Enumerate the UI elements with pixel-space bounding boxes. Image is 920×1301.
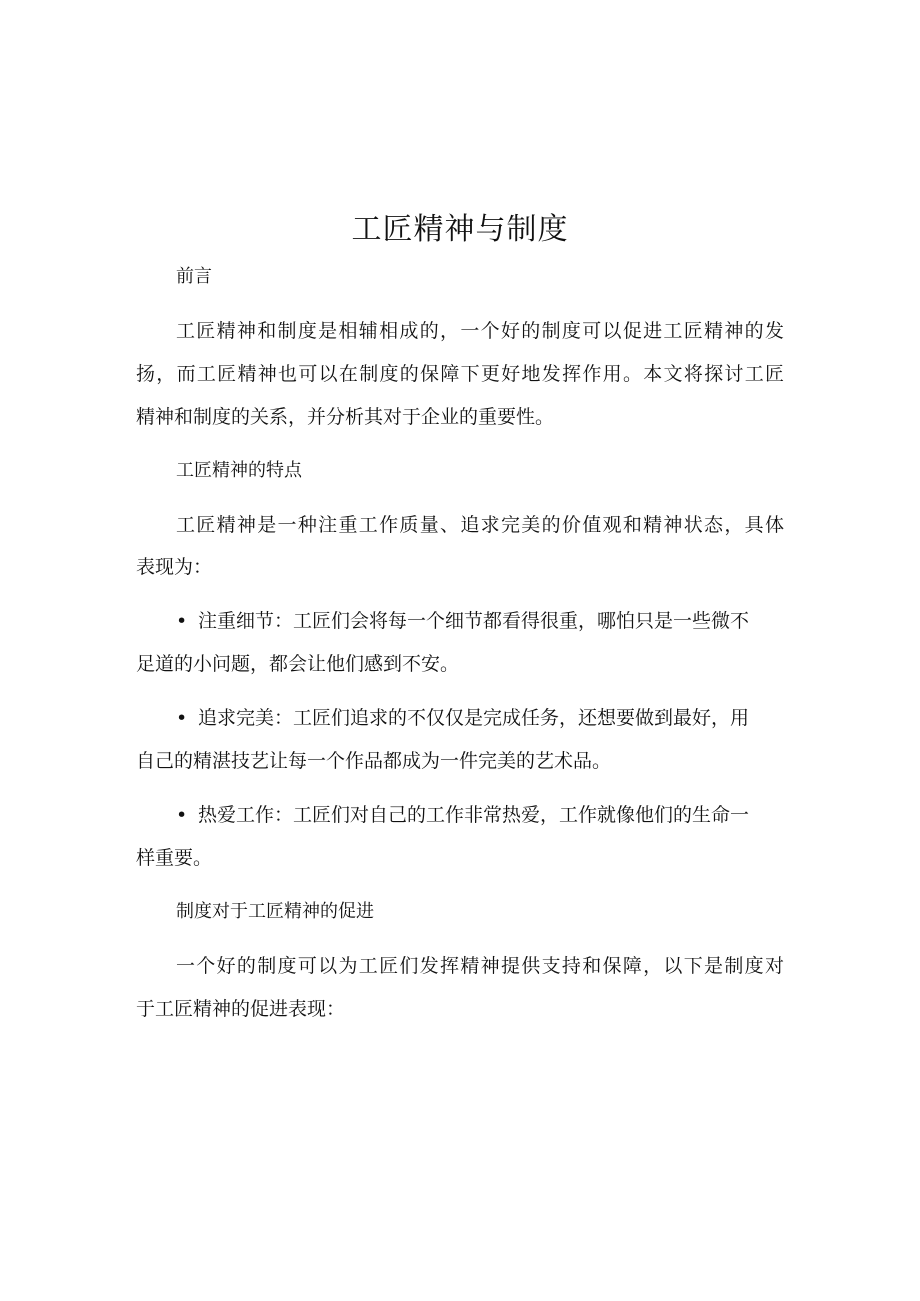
preface-paragraph-line-2: 扬，而工匠精神也可以在制度的保障下更好地发挥作用。本文将探讨工匠	[136, 363, 784, 385]
features-intro-line-1: 工匠精神是一种注重工作质量、追求完美的价值观和精神状态，具体	[176, 514, 784, 536]
bullet-icon: •	[176, 610, 188, 632]
preface-paragraph-line-3: 精神和制度的关系，并分析其对于企业的重要性。	[136, 406, 555, 428]
bullet-text: 热爱工作：工匠们对自己的工作非常热爱，工作就像他们的生命一	[198, 804, 750, 826]
preface-paragraph-line-1: 工匠精神和制度是相辅相成的，一个好的制度可以促进工匠精神的发	[176, 320, 784, 342]
bullet-text: 追求完美：工匠们追求的不仅仅是完成任务，还想要做到最好，用	[198, 707, 750, 729]
section-heading-promotion: 制度对于工匠精神的促进	[176, 901, 374, 922]
bullet-item-passion-line-2: 样重要。	[136, 847, 213, 869]
promotion-intro-line-2: 于工匠精神的促进表现：	[136, 998, 346, 1020]
bullet-icon: •	[176, 804, 188, 826]
bullet-item-detail-line-1	[176, 607, 784, 635]
bullet-item-perfection-line-2: 自己的精湛技艺让每一个作品都成为一件完美的艺术品。	[136, 750, 612, 772]
bullet-text: 注重细节：工匠们会将每一个细节都看得很重，哪怕只是一些微不	[198, 610, 750, 632]
promotion-intro-line-1: 一个好的制度可以为工匠们发挥精神提供支持和保障，以下是制度对	[176, 955, 784, 977]
section-heading-features: 工匠精神的特点	[176, 460, 302, 481]
bullet-item-passion-line-1	[176, 801, 784, 829]
features-intro-line-2: 表现为：	[136, 556, 213, 578]
section-heading-preface: 前言	[176, 266, 212, 287]
bullet-item-perfection-line-1	[176, 704, 784, 732]
document-title: 工匠精神与制度	[351, 212, 569, 247]
bullet-item-detail-line-2: 足道的小问题，都会让他们感到不安。	[136, 653, 460, 675]
bullet-icon: •	[176, 707, 188, 729]
